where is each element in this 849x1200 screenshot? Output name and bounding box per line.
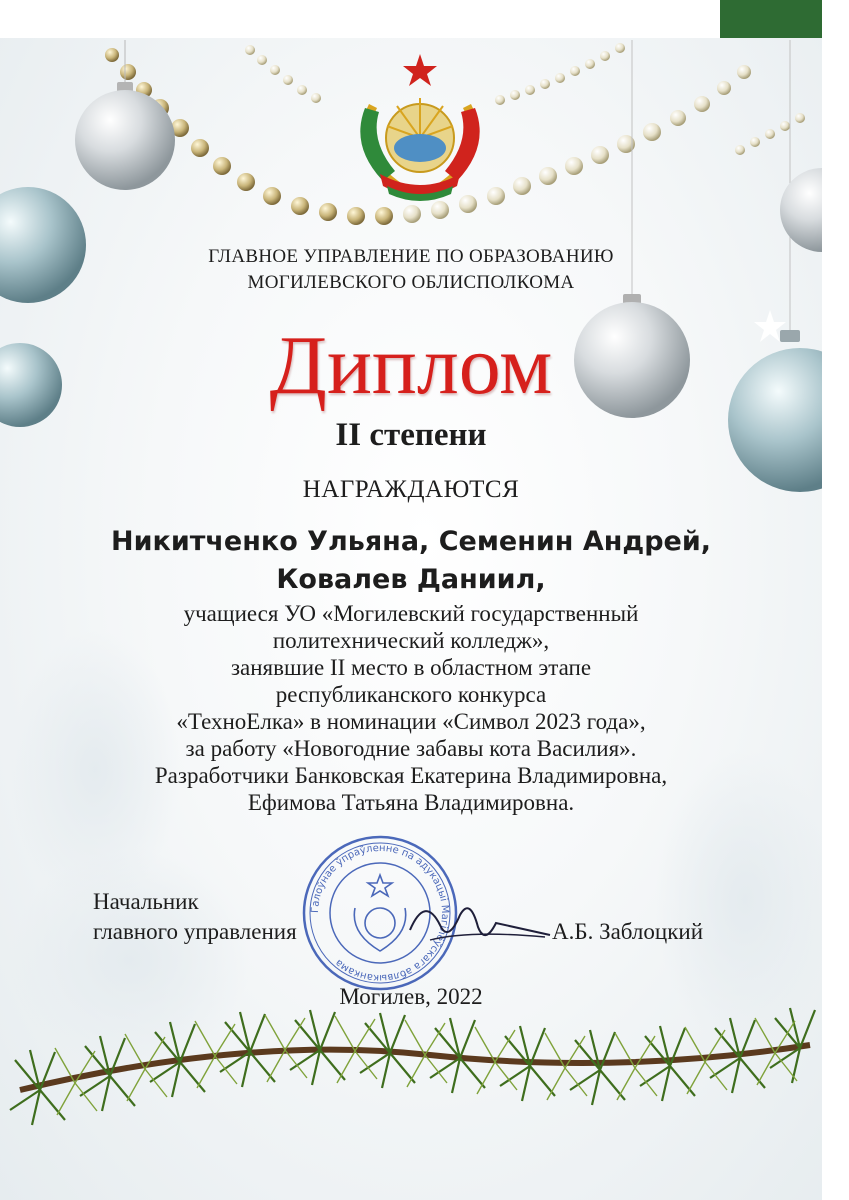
recipients-line-1: Никитченко Ульяна, Семенин Андрей,	[110, 526, 712, 557]
right-margin	[822, 0, 849, 1200]
award-verb: НАГРАЖДАЮТСЯ	[302, 476, 520, 503]
signatory-position	[93, 887, 297, 947]
body-line: республиканского конкурса	[275, 682, 547, 707]
stamp-emblem-icon	[354, 875, 405, 951]
body-line: политехнический колледж»,	[272, 628, 550, 653]
stamp-ring-text: Галоўнае ўпраўленне па адукацыі Магілёўскага аблвыканкама	[309, 842, 451, 984]
silver-ornament-top-left	[75, 90, 175, 190]
body-line: Ефимова Татьяна Владимировна.	[247, 790, 575, 815]
body-line: за работу «Новогодние забавы кота Василия».	[185, 736, 637, 761]
org-line-1: ГЛАВНОЕ УПРАВЛЕНИЕ ПО ОБРАЗОВАНИЮ	[208, 246, 614, 267]
organization-header	[0, 244, 822, 296]
red-star-icon	[403, 54, 437, 86]
signatory-position-line-2: главного управления	[93, 919, 297, 944]
body-line: занявшие II место в областном этапе	[230, 655, 592, 680]
diploma-body	[0, 600, 822, 816]
org-line-2: МОГИЛЕВСКОГО ОБЛИСПОЛКОМА	[247, 272, 575, 293]
diploma-title: Диплом	[269, 319, 553, 412]
bead-garland-top	[245, 43, 805, 155]
recipients-line-2: Ковалев Даниил,	[276, 564, 546, 595]
belarus-emblem	[345, 46, 495, 206]
handwritten-signature	[400, 885, 560, 955]
signatory-position-line-1: Начальник	[93, 889, 199, 914]
body-line: Разработчики Банковская Екатерина Владимировна,	[154, 763, 668, 788]
signatory-name: А.Б. Заблоцкий	[552, 919, 704, 944]
diploma-degree: II степени	[335, 417, 487, 453]
silver-ornament-top-right	[780, 168, 822, 252]
recipient-names	[0, 523, 822, 599]
body-line: «ТехноЕлка» в номинации «Символ 2023 года»,	[176, 709, 646, 734]
body-line: учащиеся УО «Могилевский государственный	[183, 601, 639, 626]
place-and-date: Могилев, 2022	[339, 984, 483, 1009]
